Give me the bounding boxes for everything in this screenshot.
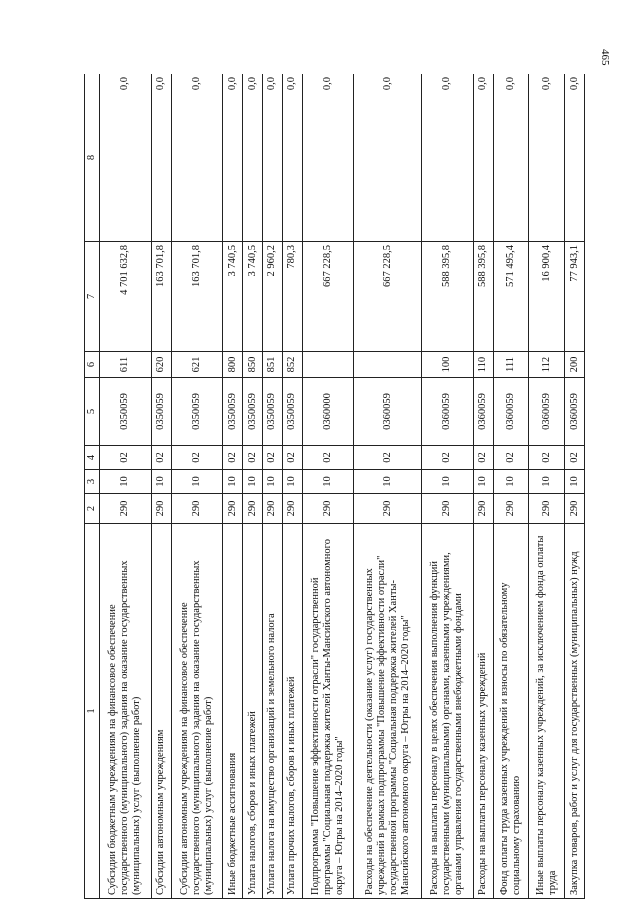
code-cell: 290 xyxy=(529,494,565,524)
amount-2-cell: 0,0 xyxy=(473,74,493,242)
target-article-cell: 0350059 xyxy=(100,378,152,446)
amount-cell: 780,3 xyxy=(282,242,302,352)
target-article-cell: 0350059 xyxy=(282,378,302,446)
table-row xyxy=(223,74,243,899)
description-cell: Субсидии автономным учреждениям xyxy=(151,524,171,899)
column-header-3: 3 xyxy=(85,470,100,494)
section-cell: 10 xyxy=(565,470,585,494)
expense-type-cell: 100 xyxy=(421,352,473,378)
description-cell: Иные бюджетные ассигнования xyxy=(223,524,243,899)
table-row xyxy=(493,74,529,899)
code-cell: 290 xyxy=(473,494,493,524)
description-cell: Расходы на выплаты персоналу в целях обеспечения выполнения функций государственными (муниципальными) органами, казенными учреждениями, органами управления государственными внебюджетными фондами xyxy=(421,524,473,899)
amount-2-cell: 0,0 xyxy=(282,74,302,242)
code-cell: 290 xyxy=(243,494,263,524)
code-cell: 290 xyxy=(421,494,473,524)
expense-type-cell: 111 xyxy=(493,352,529,378)
column-header-2: 2 xyxy=(85,494,100,524)
budget-table-container xyxy=(84,74,585,899)
amount-2-cell: 0,0 xyxy=(243,74,263,242)
section-cell: 10 xyxy=(529,470,565,494)
description-cell: Уплата прочих налогов, сборов и иных платежей xyxy=(282,524,302,899)
amount-2-cell: 0,0 xyxy=(151,74,171,242)
section-cell: 10 xyxy=(302,470,354,494)
column-header-4: 4 xyxy=(85,446,100,470)
amount-cell: 77 943,1 xyxy=(565,242,585,352)
subsection-cell: 02 xyxy=(421,446,473,470)
target-article-cell: 0350059 xyxy=(223,378,243,446)
table-row xyxy=(302,74,354,899)
description-cell: Закупка товаров, работ и услуг для государственных (муниципальных) нужд xyxy=(565,524,585,899)
subsection-cell: 02 xyxy=(171,446,223,470)
amount-2-cell: 0,0 xyxy=(354,74,422,242)
amount-cell: 667 228,5 xyxy=(302,242,354,352)
table-row xyxy=(282,74,302,899)
section-cell: 10 xyxy=(262,470,282,494)
table-row xyxy=(243,74,263,899)
amount-2-cell: 0,0 xyxy=(302,74,354,242)
description-cell: Фонд оплаты труда казенных учреждений и взносы по обязательному социальному страхованию xyxy=(493,524,529,899)
table-row xyxy=(151,74,171,899)
description-cell: Субсидии автономным учреждениям на финансовое обеспечение государственного (муниципального) задания на оказание государственных (муниципальных) услуг (выполнение работ) xyxy=(171,524,223,899)
amount-2-cell: 0,0 xyxy=(262,74,282,242)
code-cell: 290 xyxy=(282,494,302,524)
description-cell: Уплата налогов, сборов и иных платежей xyxy=(243,524,263,899)
expense-type-cell: 112 xyxy=(529,352,565,378)
code-cell: 290 xyxy=(262,494,282,524)
amount-cell: 16 900,4 xyxy=(529,242,565,352)
subsection-cell: 02 xyxy=(529,446,565,470)
table-body xyxy=(100,74,585,899)
amount-cell: 2 960,2 xyxy=(262,242,282,352)
target-article-cell: 0360059 xyxy=(529,378,565,446)
subsection-cell: 02 xyxy=(282,446,302,470)
expense-type-cell: 621 xyxy=(171,352,223,378)
code-cell: 290 xyxy=(151,494,171,524)
target-article-cell: 0360059 xyxy=(473,378,493,446)
expense-type-cell: 611 xyxy=(100,352,152,378)
target-article-cell: 0350059 xyxy=(262,378,282,446)
amount-2-cell: 0,0 xyxy=(565,74,585,242)
amount-2-cell: 0,0 xyxy=(493,74,529,242)
column-header-1: 1 xyxy=(85,524,100,899)
amount-cell: 667 228,5 xyxy=(354,242,422,352)
target-article-cell: 0350059 xyxy=(151,378,171,446)
code-cell: 290 xyxy=(100,494,152,524)
target-article-cell: 0360000 xyxy=(302,378,354,446)
amount-cell: 3 740,5 xyxy=(243,242,263,352)
amount-2-cell: 0,0 xyxy=(100,74,152,242)
subsection-cell: 02 xyxy=(565,446,585,470)
amount-2-cell: 0,0 xyxy=(529,74,565,242)
description-cell: Расходы на обеспечение деятельности (оказание услуг) государственных учреждений в рамках подпрограммы "Повышение эффективности отрасли" государственной программы "Социальная поддержка жителей Ханты-Мансийского автономного округа – Югры на 2014–2020 годы" xyxy=(354,524,422,899)
table-row xyxy=(171,74,223,899)
expense-type-cell xyxy=(354,352,422,378)
subsection-cell: 02 xyxy=(223,446,243,470)
section-cell: 10 xyxy=(171,470,223,494)
amount-cell: 588 395,8 xyxy=(473,242,493,352)
column-number-row xyxy=(85,74,100,899)
target-article-cell: 0360059 xyxy=(493,378,529,446)
subsection-cell: 02 xyxy=(262,446,282,470)
column-header-8: 8 xyxy=(85,74,100,242)
section-cell: 10 xyxy=(100,470,152,494)
description-cell: Субсидии бюджетным учреждениям на финансовое обеспечение государственного (муниципального) задания на оказание государственных (муниципальных) услуг (выполнение работ) xyxy=(100,524,152,899)
code-cell: 290 xyxy=(493,494,529,524)
amount-cell: 571 495,4 xyxy=(493,242,529,352)
code-cell: 290 xyxy=(354,494,422,524)
column-header-7: 7 xyxy=(85,242,100,352)
description-cell: Расходы на выплаты персоналу казенных учреждений xyxy=(473,524,493,899)
expense-type-cell: 200 xyxy=(565,352,585,378)
table-row xyxy=(473,74,493,899)
section-cell: 10 xyxy=(151,470,171,494)
amount-2-cell: 0,0 xyxy=(171,74,223,242)
expense-type-cell: 110 xyxy=(473,352,493,378)
amount-2-cell: 0,0 xyxy=(421,74,473,242)
code-cell: 290 xyxy=(171,494,223,524)
expense-type-cell: 852 xyxy=(282,352,302,378)
amount-cell: 588 395,8 xyxy=(421,242,473,352)
amount-cell: 163 701,8 xyxy=(151,242,171,352)
table-row xyxy=(529,74,565,899)
expense-type-cell: 800 xyxy=(223,352,243,378)
section-cell: 10 xyxy=(473,470,493,494)
subsection-cell: 02 xyxy=(151,446,171,470)
target-article-cell: 0360059 xyxy=(354,378,422,446)
amount-cell: 163 701,8 xyxy=(171,242,223,352)
expense-type-cell: 620 xyxy=(151,352,171,378)
subsection-cell: 02 xyxy=(493,446,529,470)
section-cell: 10 xyxy=(354,470,422,494)
subsection-cell: 02 xyxy=(100,446,152,470)
code-cell: 290 xyxy=(565,494,585,524)
target-article-cell: 0350059 xyxy=(243,378,263,446)
expense-type-cell: 850 xyxy=(243,352,263,378)
budget-table xyxy=(84,74,585,899)
description-cell: Иные выплаты персоналу казенных учреждений, за исключением фонда оплаты труда xyxy=(529,524,565,899)
section-cell: 10 xyxy=(223,470,243,494)
target-article-cell: 0350059 xyxy=(171,378,223,446)
table-row xyxy=(421,74,473,899)
table-row xyxy=(100,74,152,899)
subsection-cell: 02 xyxy=(354,446,422,470)
target-article-cell: 0360059 xyxy=(565,378,585,446)
description-cell: Уплата налога на имущество организаций и земельного налога xyxy=(262,524,282,899)
rotated-page-content xyxy=(84,74,585,899)
amount-2-cell: 0,0 xyxy=(223,74,243,242)
subsection-cell: 02 xyxy=(473,446,493,470)
subsection-cell: 02 xyxy=(302,446,354,470)
description-cell: Подпрограмма "Повышение эффективности отрасли" государственной программы "Социальная поддержка жителей Ханты-Мансийского автономного округа – Югры на 2014–2020 годы" xyxy=(302,524,354,899)
target-article-cell: 0360059 xyxy=(421,378,473,446)
subsection-cell: 02 xyxy=(243,446,263,470)
code-cell: 290 xyxy=(223,494,243,524)
code-cell: 290 xyxy=(302,494,354,524)
table-row xyxy=(565,74,585,899)
section-cell: 10 xyxy=(421,470,473,494)
page-number: 465 xyxy=(599,49,611,66)
table-row xyxy=(262,74,282,899)
amount-cell: 3 740,5 xyxy=(223,242,243,352)
column-header-5: 5 xyxy=(85,378,100,446)
table-row xyxy=(354,74,422,899)
amount-cell: 4 701 632,8 xyxy=(100,242,152,352)
expense-type-cell xyxy=(302,352,354,378)
column-header-6: 6 xyxy=(85,352,100,378)
section-cell: 10 xyxy=(282,470,302,494)
expense-type-cell: 851 xyxy=(262,352,282,378)
section-cell: 10 xyxy=(493,470,529,494)
section-cell: 10 xyxy=(243,470,263,494)
